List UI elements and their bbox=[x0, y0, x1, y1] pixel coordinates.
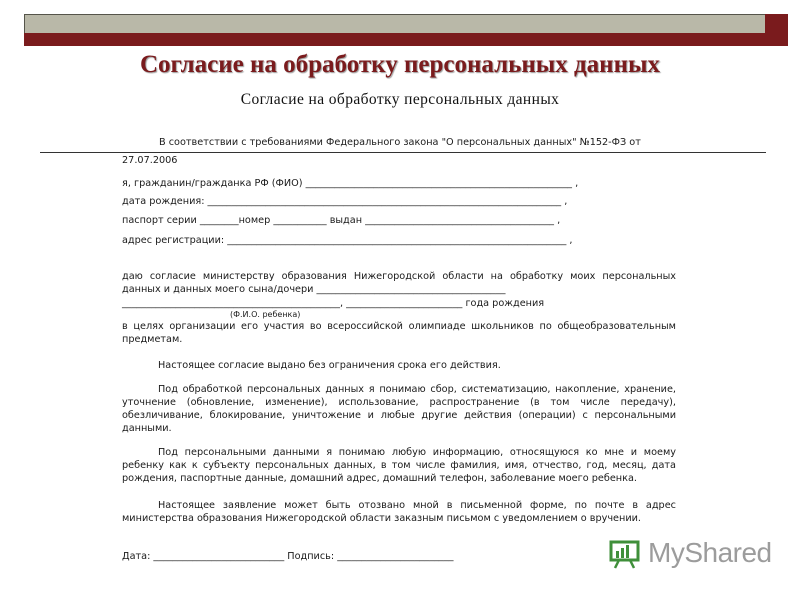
myshared-logo bbox=[608, 537, 772, 573]
header-bar bbox=[24, 14, 766, 34]
field-passport: паспорт серии ________номер ___________ выдан _______________________________________ , bbox=[122, 215, 561, 226]
header-corner-square bbox=[765, 14, 788, 33]
consent-paragraph: даю согласие министерству образования Нижегородской области на обработку моих персональных данных и данных моего сына/дочери _______________________________________ bbox=[122, 271, 676, 295]
term-paragraph: Настоящее согласие выдано без ограничения срока его действия. bbox=[158, 360, 501, 371]
logo-text: MyShared bbox=[648, 537, 772, 568]
slide-title: Согласие на обработку персональных данных bbox=[139, 51, 660, 78]
child-name-caption: (Ф.И.О. ребенка) bbox=[230, 310, 301, 319]
field-address: адрес регистрации: ______________________________________________________________________ , bbox=[122, 235, 573, 246]
header-accent-bar bbox=[24, 33, 788, 46]
revoke-paragraph: Настоящее заявление может быть отозвано мной в письменной форме, по почте в адрес министерства образования Нижегородской области заказным письмом с уведомлением о вручении. bbox=[122, 500, 676, 524]
intro-date: 27.07.2006 bbox=[122, 155, 178, 166]
consent-line-2: _____________________________________________, ________________________ года рождения bbox=[122, 298, 545, 309]
field-birth-date: дата рождения: _________________________________________________________________________ , bbox=[122, 196, 568, 207]
personal-data-paragraph: Под персональными данными я понимаю любую информацию, относящуюся ко мне и моему ребенку как к субъекту персональных данных, в том числе фамилия, имя, отчество, год, месяц, дата рождения, паспортные данные, домашний адрес, домашний телефон, заболевание моего ребенка. bbox=[122, 447, 676, 484]
divider bbox=[40, 152, 766, 153]
field-fio: я, гражданин/гражданка РФ (ФИО) _______________________________________________________ , bbox=[122, 178, 579, 189]
processing-paragraph: Под обработкой персональных данных я понимаю сбор, систематизацию, накопление, хранение, уточнение (обновление, изменение), использование, распространение (в том числе передачу), обезличивание, блокирование, уничтожение и любые другие действия (операции) с персональными данными. bbox=[122, 384, 676, 434]
intro-line: В соответствии с требованиями Федерального закона "О персональных данных" №152-ФЗ от bbox=[159, 137, 641, 148]
document-title: Согласие на обработку персональных данных bbox=[240, 91, 560, 108]
purpose-paragraph: в целях организации его участия во всероссийской олимпиаде школьников по общеобразовательным предметам. bbox=[122, 321, 676, 345]
presentation-board-icon bbox=[608, 539, 642, 569]
date-signature-line: Дата: ___________________________ Подпись: ________________________ bbox=[122, 551, 454, 562]
